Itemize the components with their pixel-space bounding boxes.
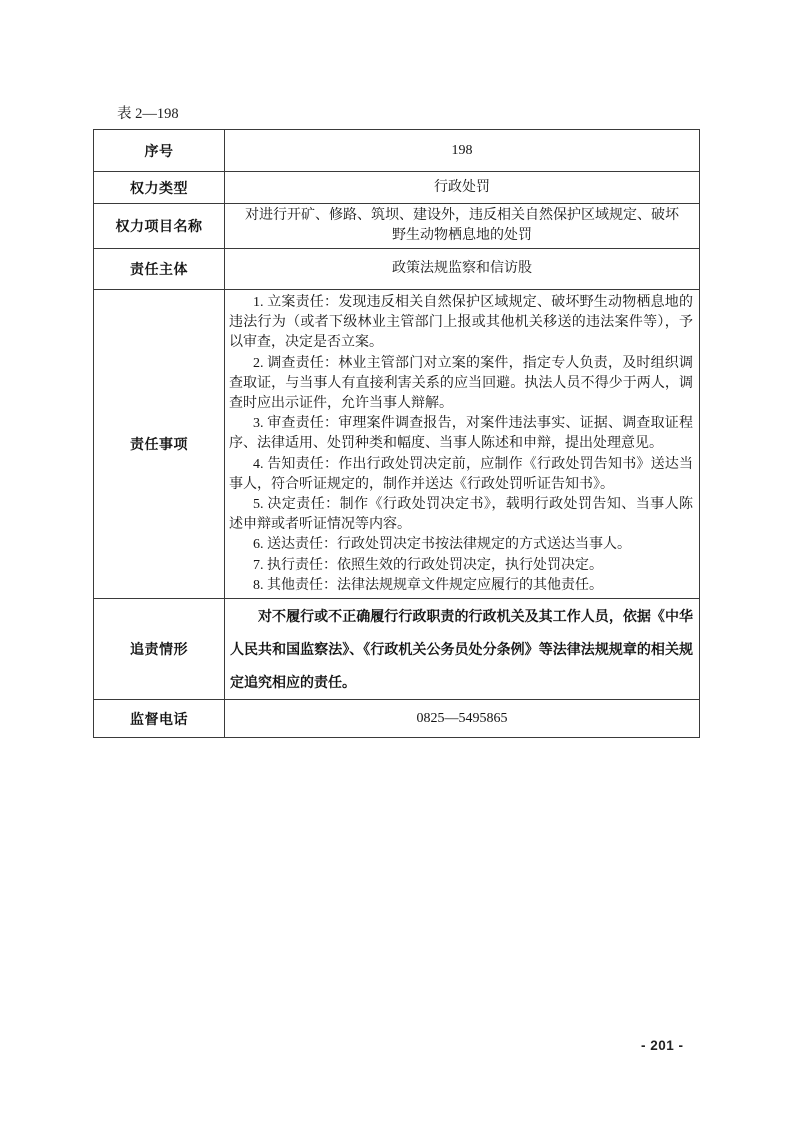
table-row	[94, 290, 700, 599]
page-number: - 201 -	[641, 1038, 684, 1053]
table-caption: 表 2—198	[117, 106, 179, 122]
table-row	[94, 130, 700, 172]
row-label-supervision-phone: 监督电话	[94, 700, 225, 738]
power-item-name-line2: 野生动物栖息地的处罚	[392, 228, 532, 243]
duty-items-value	[225, 290, 700, 599]
table-row	[94, 700, 700, 738]
serial-number-value: 198	[225, 130, 700, 172]
accountability-value	[225, 599, 700, 700]
supervision-phone-value: 0825—5495865	[225, 700, 700, 738]
power-type-value: 行政处罚	[225, 172, 700, 204]
duty-item-1: 1. 立案责任：发现违反相关自然保护区域规定、破坏野生动物栖息地的违法行为（或者下级林业主管部门上报或其他机关移送的违法案件等），予以审查，决定是否立案。	[229, 295, 693, 351]
table-row	[94, 249, 700, 290]
power-duty-table	[93, 129, 700, 738]
table-row	[94, 204, 700, 249]
accountability-text: 对不履行或不正确履行行政职责的行政机关及其工作人员，依据《中华人民共和国监察法》、《行政机关公务员处分条例》等法律法规规章的相关规定追究相应的责任。	[230, 607, 693, 690]
row-label-accountability: 追责情形	[94, 599, 225, 700]
duty-item-6: 6. 送达责任：行政处罚决定书按法律规定的方式送达当事人。	[253, 537, 631, 553]
duty-item-2: 2. 调查责任：林业主管部门对立案的案件，指定专人负责，及时组织调查取证，与当事人有直接利害关系的应当回避。执法人员不得少于两人，调查时应出示证件，允许当事人辩解。	[229, 355, 693, 412]
duty-item-5: 5. 决定责任：制作《行政处罚决定书》，载明行政处罚告知、当事人陈述申辩或者听证情况等内容。	[229, 497, 693, 533]
power-item-name-value	[225, 204, 700, 249]
responsible-body-value: 政策法规监察和信访股	[225, 249, 700, 290]
row-label-power-item-name: 权力项目名称	[94, 204, 225, 249]
power-item-name-line1: 对进行开矿、修路、筑坝、建设外，违反相关自然保护区域规定、破坏	[245, 208, 679, 223]
row-label-duty-items: 责任事项	[94, 290, 225, 599]
row-label-power-type: 权力类型	[94, 172, 225, 204]
duty-item-3: 3. 审查责任：审理案件调查报告，对案件违法事实、证据、调查取证程序、法律适用、处罚种类和幅度、当事人陈述和申辩，提出处理意见。	[229, 416, 693, 452]
duty-item-4: 4. 告知责任：作出行政处罚决定前，应制作《行政处罚告知书》送达当事人，符合听证规定的，制作并送达《行政处罚听证告知书》。	[229, 456, 693, 492]
duty-item-7: 7. 执行责任：依照生效的行政处罚决定，执行处罚决定。	[253, 557, 603, 573]
duty-item-8: 8. 其他责任：法律法规规章文件规定应履行的其他责任。	[253, 577, 603, 593]
table-row	[94, 172, 700, 204]
table-row	[94, 599, 700, 700]
row-label-serial-number: 序号	[94, 130, 225, 172]
row-label-responsible-body: 责任主体	[94, 249, 225, 290]
